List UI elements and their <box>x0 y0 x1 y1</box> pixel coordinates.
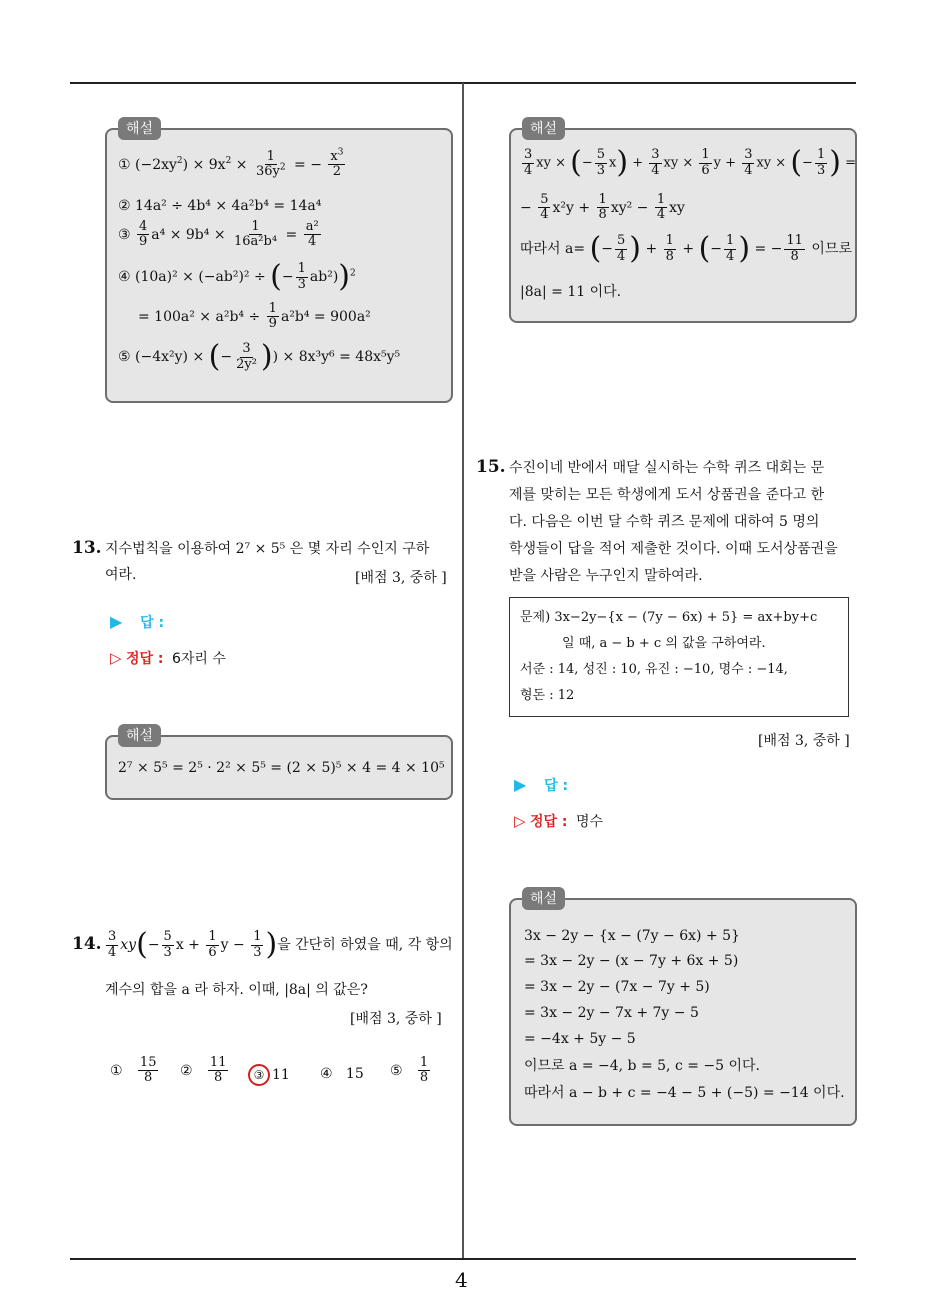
q15-correct-row <box>514 811 603 831</box>
solution-line-5: ⑤ (−4x²y) × (− $\frac{3}{\text{2y²}}$ )) × 8x³y⁶ = 48x⁵y⁵ <box>118 339 401 374</box>
q15-solution-line-4: = 3x − 2y − 7x + 7y − 5 <box>524 1005 699 1021</box>
q15-line1: 수진이네 반에서 매달 실시하는 수학 퀴즈 대회는 문 <box>509 460 825 476</box>
q15-answer-row[interactable] <box>514 775 568 795</box>
q15-number: 15. <box>476 457 506 477</box>
solution-line-4b: = 100a² × a²b⁴ ÷ $\frac{1}{9}$ a²b⁴ = 900a² <box>138 301 371 332</box>
correct-label: 정답 : <box>530 814 568 830</box>
problem-line-1: 문제) 3x−2y−{x − (7y − 6x) + 5} = ax+by+c <box>520 610 818 625</box>
q14-expression: $\frac{3}{4}$ xy(− $\frac{5}{3}$ x + $\frac{1}{6}$ y − $\frac{1}{3}$ )을 간단히 하였을 때, 각 항의 <box>108 927 453 962</box>
q15-line3: 다. 다음은 이번 달 수학 퀴즈 문제에 대하여 5 명의 <box>509 514 820 530</box>
q15-solution-line-3: = 3x − 2y − (7x − 7y + 5) <box>524 979 710 995</box>
q13-correct-row <box>110 648 226 668</box>
q13-solution: 2⁷ × 5⁵ = 2⁵ · 2² × 5⁵ = (2 × 5)⁵ × 4 = 4 × 10⁵ <box>118 760 445 776</box>
choice-2[interactable]: ② $\frac{11}{8}$ <box>180 1055 227 1086</box>
q13-score: [배점 3, 중하 ] <box>355 570 447 586</box>
q14-solution-line-4: |8a| = 11 이다. <box>520 284 622 300</box>
q14-solution-line-3: 따라서 a= (− $\frac{5}{4}$ ) + $\frac{1}{8}$ + (− $\frac{1}{4}$ ) = − $\frac{11}{8}$ 이므로 <box>520 231 852 266</box>
solution-line-1: ① $(-2xy^2) \times 9x^2$ × $\frac{1}{36y^2}$ = − $\frac{x^3}{2}$ <box>118 147 344 180</box>
q15-solution-line-2: = 3x − 2y − (x − 7y + 6x + 5) <box>524 953 739 969</box>
answer-label: 답 : <box>140 615 165 631</box>
bottom-rule <box>70 1258 856 1260</box>
solution-line-4a: ④ (10a)² × (−ab²)² ÷ (− $\frac{1}{3}$ ab²))$^2$ <box>118 259 356 294</box>
correct-label: 정답 : <box>126 651 164 667</box>
haeseol-tag: 해설 <box>118 117 161 140</box>
correct-answer: 6자리 수 <box>171 651 226 667</box>
answer-label: 답 : <box>544 778 569 794</box>
choice-5[interactable]: ⑤ $\frac{1}{8}$ <box>390 1055 429 1086</box>
q13-line1: 지수법칙을 이용하여 2⁷ × 5⁵ 은 몇 자리 수인지 구하 <box>105 541 430 557</box>
q15-score: [배점 3, 중하 ] <box>758 733 850 749</box>
q14-score: [배점 3, 중하 ] <box>350 1011 442 1027</box>
haeseol-tag: 해설 <box>522 117 565 140</box>
problem-line-2: 일 때, a − b + c 의 값을 구하여라. <box>562 636 766 651</box>
selected-circle-icon: ③ <box>248 1064 270 1086</box>
q15-solution-line-1: 3x − 2y − {x − (7y − 6x) + 5} <box>524 928 740 944</box>
q13-number: 13. <box>72 538 102 558</box>
q14-number: 14. <box>72 934 102 954</box>
play-icon: ▶ <box>514 775 527 794</box>
solution-line-2: ② 14a² ÷ 4b⁴ × 4a²b⁴ = 14a⁴ <box>118 198 322 214</box>
correct-answer: 명수 <box>575 814 604 830</box>
choice-1[interactable]: ① $\frac{15}{8}$ <box>110 1055 157 1086</box>
haeseol-tag: 해설 <box>118 724 161 747</box>
q13-line2: 여라. <box>105 567 137 583</box>
column-divider <box>462 83 464 1259</box>
outline-triangle-icon: ▷ <box>514 812 526 830</box>
haeseol-tag: 해설 <box>522 887 565 910</box>
q15-line4: 학생들이 답을 적어 제출한 것이다. 이때 도서상품권을 <box>509 541 838 557</box>
q13-answer-row[interactable] <box>110 612 164 632</box>
q15-line5: 받을 사람은 누구인지 말하여라. <box>509 568 703 584</box>
choice-3-selected[interactable]: ③ 11 <box>248 1064 290 1086</box>
q14-solution-line-2: − $\frac{5}{4}$ x²y + $\frac{1}{8}$ xy² − $\frac{1}{4}$ xy <box>520 192 685 223</box>
q14-line2: 계수의 합을 a 라 하자. 이때, |8a| 의 값은? <box>105 982 368 998</box>
q15-solution-line-7: 따라서 a − b + c = −4 − 5 + (−5) = −14 이다. <box>524 1085 845 1101</box>
page-number: 4 <box>455 1268 468 1292</box>
solution-line-3: ③ $\frac{4}{9}$ a⁴ × 9b⁴ × $\frac{1}{\text{16a²b⁴}}$ = $\frac{\text{a²}}{4}$ <box>118 219 319 250</box>
q14-solution-line-1: $\frac{3}{4}$ xy × (− $\frac{5}{3}$ x) + $\frac{3}{4}$ xy × $\frac{1}{6}$ y + $\frac{3}{4}$ xy × (− $\frac{1}{3}$ ) = <box>524 145 856 180</box>
q15-solution-line-6: 이므로 a = −4, b = 5, c = −5 이다. <box>524 1058 760 1074</box>
choice-4[interactable]: ④ 15 <box>320 1066 364 1082</box>
problem-line-3: 서준 : 14, 성진 : 10, 유진 : −10, 명수 : −14, <box>520 662 788 677</box>
problem-line-4: 형돈 : 12 <box>520 688 575 703</box>
play-icon: ▶ <box>110 612 123 631</box>
q15-line2: 제를 맞히는 모든 학생에게 도서 상품권을 준다고 한 <box>509 487 825 503</box>
outline-triangle-icon: ▷ <box>110 649 122 667</box>
q15-solution-line-5: = −4x + 5y − 5 <box>524 1031 636 1047</box>
